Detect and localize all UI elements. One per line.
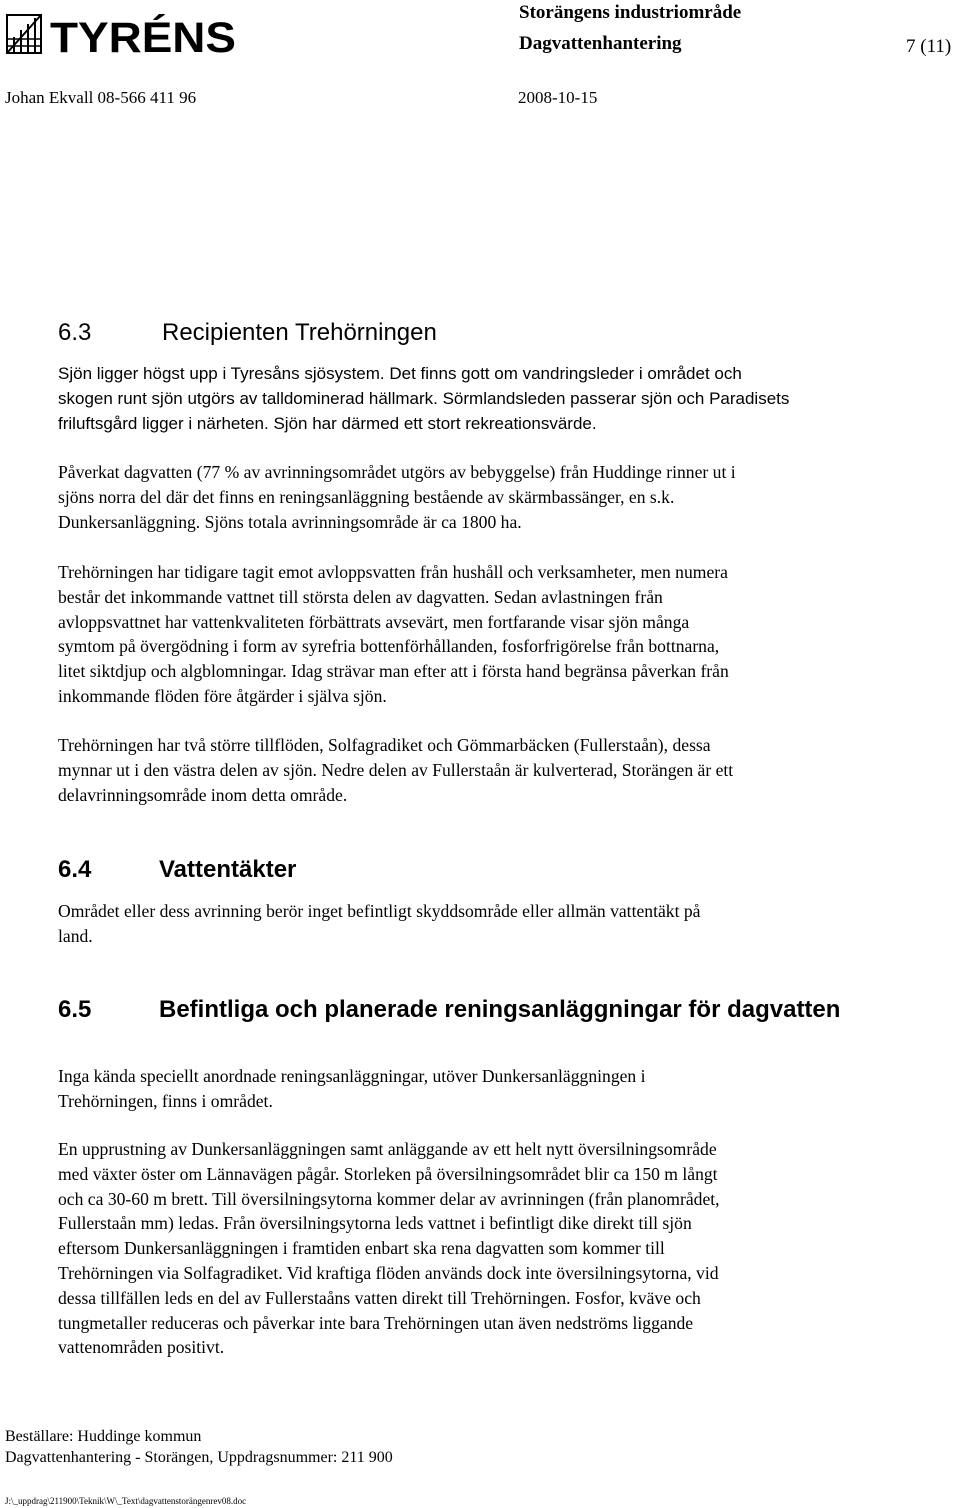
paragraph <box>58 460 918 534</box>
tyrens-logo-mark-icon <box>6 12 238 58</box>
logo-wordmark: TYRÉNS <box>50 14 236 58</box>
text-line: symtom på övergödning i form av syrefria bottenförhållanden, fosforfrigörelse från bottnarna, <box>58 636 720 657</box>
text-line: litet siktdjup och algblomningar. Idag strävar man efter att i första hand begränsa påverkan från <box>58 661 729 682</box>
text-line: Trehörningen, finns i området. <box>58 1090 273 1111</box>
section-title: Befintliga och planerade reningsanläggningar för dagvatten <box>159 996 841 1023</box>
text-line: Fullerstaån mm) ledas. Från översilningsytorna leds vattnet i befintligt dike direkt till sjön <box>58 1213 692 1234</box>
section-number: 6.5 <box>58 996 92 1023</box>
text-line: Påverkat dagvatten (77 % av avrinningsområdet utgörs av bebyggelse) från Huddinge rinner ut i <box>58 462 736 482</box>
section-number: 6.3 <box>58 319 92 346</box>
text-line: Dunkersanläggning. Sjöns totala avrinningsområde är ca 1800 ha. <box>58 511 522 532</box>
text-line: sjöns norra del där det finns en reningsanläggning bestående av skärmbassänger, en s.k. <box>58 486 675 507</box>
text-line: skogen runt sjön utgörs av talldominerad hällmark. Sörmlandsleden passerar sjön och Paradisets <box>58 388 790 408</box>
page-number: 7 (11) <box>906 36 952 57</box>
text-line: tungmetaller reduceras och påverkar inte bara Trehörningen utan även nedströms liggande <box>58 1312 694 1333</box>
text-line: mynnar ut i den västra delen av sjön. Nedre delen av Fullerstaån är kulverterad, Storängen är ett <box>58 759 734 780</box>
text-line: Trehörningen har två större tillflöden, Solfagradiket och Gömmarbäcken (Fullerstaån), dessa <box>58 735 711 755</box>
paragraph <box>58 1137 918 1360</box>
text-line: består det inkommande vattnet till största delen av dagvatten. Sedan avlastningen från <box>58 586 663 607</box>
text-line: Området eller dess avrinning berör inget befintligt skyddsområde eller allmän vattentäkt på <box>58 901 701 921</box>
text-line: Sjön ligger högst upp i Tyresåns sjösystem. Det finns gott om vandringsleder i området och <box>58 364 742 383</box>
footer-project: Dagvattenhantering - Storängen, Uppdragsnummer: 211 900 <box>5 1449 393 1466</box>
section-number: 6.4 <box>58 856 92 883</box>
text-line: Trehörningen via Solfagradiket. Vid kraftiga flöden används dock inte översilningsytorna, vid <box>58 1262 719 1283</box>
text-line: delavrinningsområde inom detta område. <box>58 784 348 805</box>
text-line: Inga kända speciellt anordnade reningsanläggningar, utöver Dunkersanläggningen i <box>58 1066 646 1086</box>
text-line: vattenområden positivt. <box>58 1337 225 1358</box>
text-line: och ca 30-60 m brett. Till översilningsytorna kommer delar av avrinningen (från planområdet, <box>58 1188 720 1209</box>
tyrens-logo <box>6 12 238 58</box>
document-date: 2008-10-15 <box>518 88 598 107</box>
text-line: friluftsgård ligger i närheten. Sjön har därmed ett stort rekreationsvärde. <box>58 413 597 433</box>
text-line: En upprustning av Dunkersanläggningen samt anläggande av ett helt nytt översilningsområde <box>58 1139 717 1159</box>
section-title: Recipienten Trehörningen <box>162 319 437 346</box>
text-line: Trehörningen har tidigare tagit emot avloppsvatten från hushåll och verksamheter, men numera <box>58 562 728 582</box>
document-title: Storängens industriområde <box>519 2 742 23</box>
text-line: inkommande flöden före åtgärder i själva sjön. <box>58 685 387 706</box>
document-subtitle: Dagvattenhantering <box>519 33 682 54</box>
paragraph <box>58 362 918 436</box>
paragraph <box>58 1064 918 1114</box>
footer-client: Beställare: Huddinge kommun <box>5 1428 202 1445</box>
text-line: med växter öster om Lännavägen pågår. Storleken på översilningsområdet blir ca 150 m långt <box>58 1163 718 1184</box>
text-line: dessa tillfällen leds en del av Fullerstaåns vatten direkt till Trehörningen. Fosfor, kväve och <box>58 1287 701 1308</box>
paragraph <box>58 733 918 807</box>
author-contact: Johan Ekvall 08-566 411 96 <box>5 88 197 107</box>
footer-file-path: J:\_uppdrag\211900\Teknik\W\_Text\dagvattenstorängenrev08.doc <box>5 1496 247 1506</box>
text-line: land. <box>58 925 93 946</box>
text-line: avloppsvattnet har vattenkvaliteten förbättrats avsevärt, men fortfarande visar sjön många <box>58 611 690 632</box>
text-line: eftersom Dunkersanläggningen i framtiden enbart ska rena dagvatten som kommer till <box>58 1238 665 1259</box>
section-title: Vattentäkter <box>159 856 297 883</box>
paragraph <box>58 560 918 709</box>
paragraph <box>58 899 918 949</box>
